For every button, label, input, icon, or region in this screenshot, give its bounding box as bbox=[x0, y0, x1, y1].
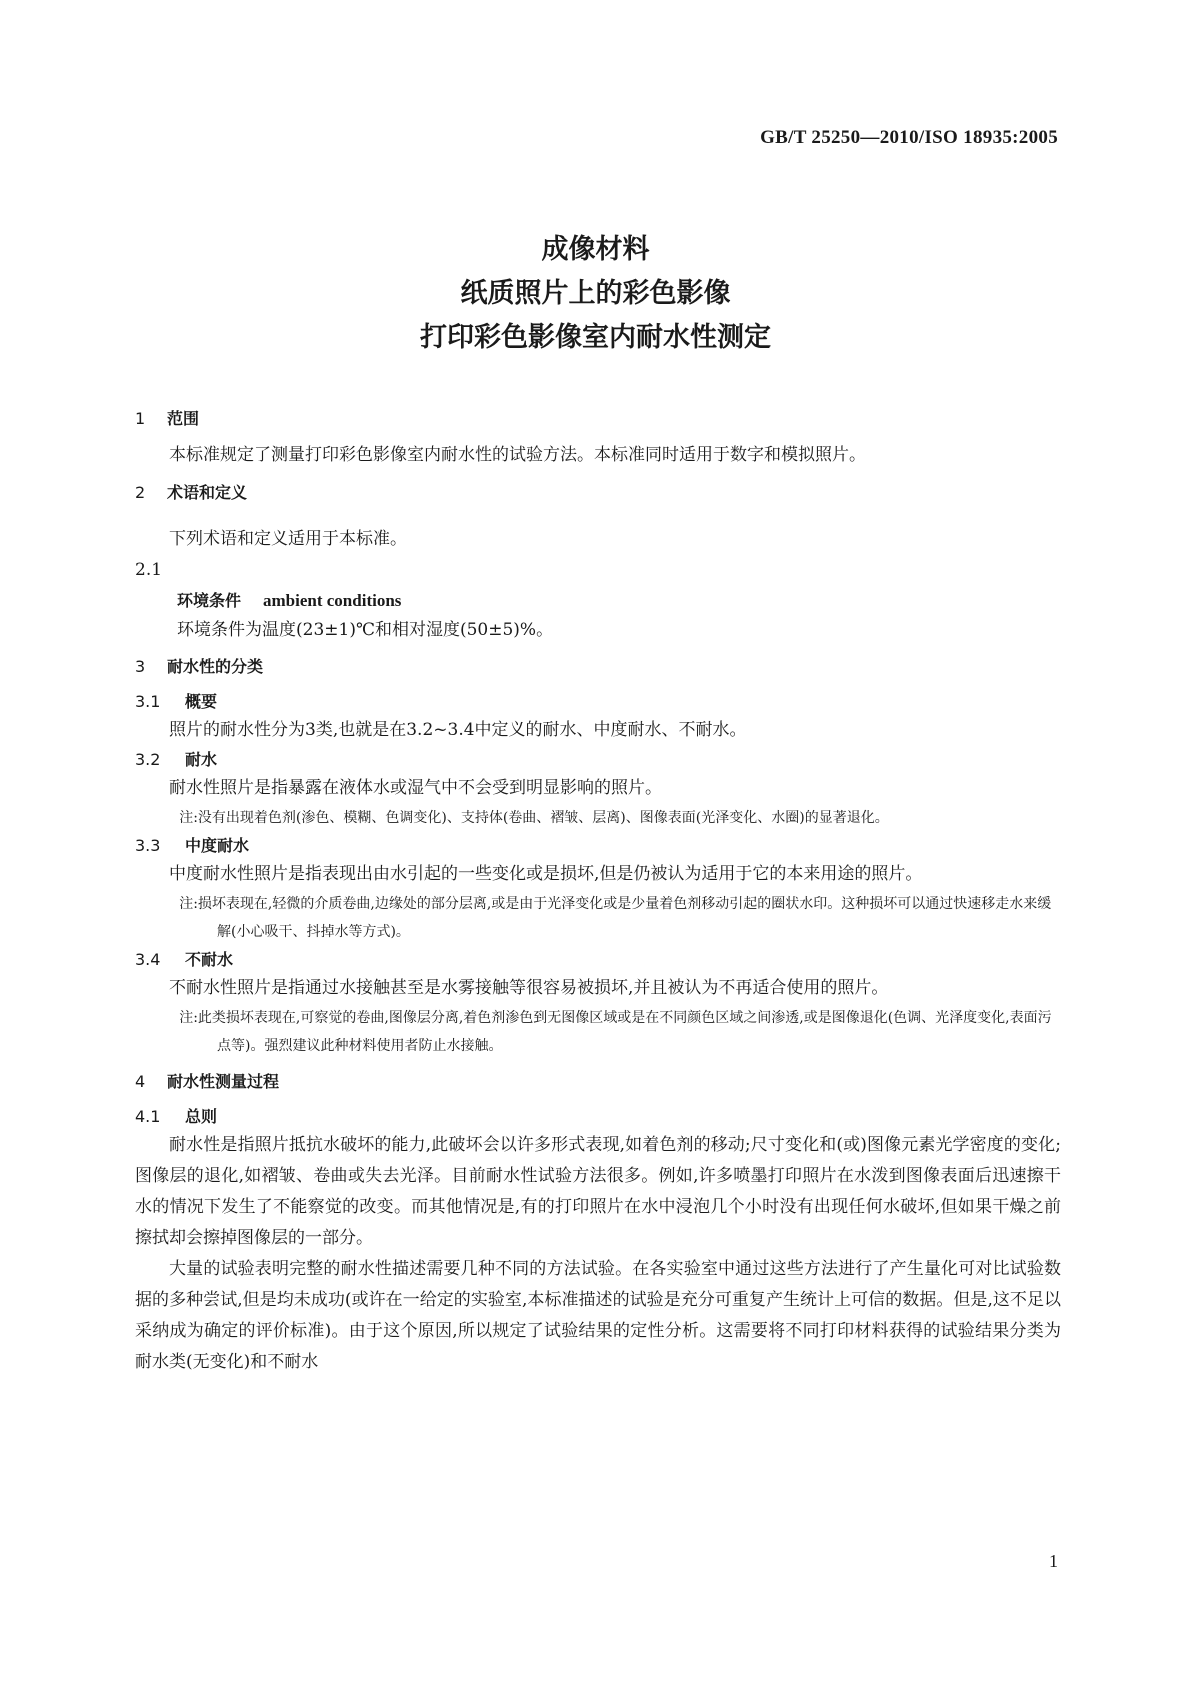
term-chinese: 环境条件 bbox=[177, 591, 242, 610]
subsection-number: 3.2 bbox=[135, 750, 161, 769]
subsection-3-4-paragraph: 不耐水性照片是指通过水接触甚至是水雾接触等很容易被损坏,并且被认为不再适合使用的照片。 bbox=[169, 978, 889, 998]
subsection-2-1-number: 2.1 bbox=[135, 560, 163, 580]
subsection-title: 中度耐水 bbox=[185, 836, 250, 855]
subsection-3-4-heading bbox=[135, 946, 1061, 973]
subsection-3-1-paragraph: 照片的耐水性分为3类,也就是在3.2~3.4中定义的耐水、中度耐水、不耐水。 bbox=[169, 720, 747, 740]
subsection-number: 3.3 bbox=[135, 836, 161, 855]
section-1-paragraph: 本标准规定了测量打印彩色影像室内耐水性的试验方法。本标准同时适用于数字和模拟照片。 bbox=[169, 445, 866, 465]
title-line-3: 打印彩色影像室内耐水性测定 bbox=[420, 322, 771, 353]
section-number: 1 bbox=[135, 409, 146, 428]
title-line-1: 成像材料 bbox=[541, 234, 650, 265]
section-2-heading bbox=[135, 479, 1061, 506]
term-english: ambient conditions bbox=[263, 591, 402, 610]
term-entry bbox=[135, 586, 1061, 616]
section-title: 耐水性测量过程 bbox=[167, 1072, 280, 1091]
note-3-4: 注:此类损坏表现在,可察觉的卷曲,图像层分离,着色剂渗色到无图像区域或是在不同颜色区域之间渗透,或是图像退化(色调、光泽度变化,表面污点等)。强烈建议此种材料使用者防止水接触。 bbox=[179, 1010, 1052, 1054]
note-3-2: 注:没有出现着色剂(渗色、模糊、色调变化)、支持体(卷曲、褶皱、层离)、图像表面(光泽变化、水圈)的显著退化。 bbox=[179, 810, 889, 826]
subsection-3-3-heading bbox=[135, 832, 1061, 859]
standard-code: GB/T 25250—2010/ISO 18935:2005 bbox=[760, 127, 1058, 148]
section-number: 4 bbox=[135, 1072, 146, 1091]
section-title: 术语和定义 bbox=[167, 483, 248, 502]
section-title: 范围 bbox=[167, 409, 200, 428]
subsection-title: 总则 bbox=[185, 1107, 218, 1126]
section-2-paragraph: 下列术语和定义适用于本标准。 bbox=[169, 529, 407, 549]
subsection-number: 3.1 bbox=[135, 692, 161, 711]
section-3-heading bbox=[135, 653, 1061, 680]
subsection-3-2-paragraph: 耐水性照片是指暴露在液体水或湿气中不会受到明显影响的照片。 bbox=[169, 778, 662, 798]
section-title: 耐水性的分类 bbox=[167, 657, 264, 676]
document-body bbox=[135, 405, 1061, 1378]
subsection-4-1-paragraph-1: 耐水性是指照片抵抗水破坏的能力,此破坏会以许多形式表现,如着色剂的移动;尺寸变化和(或)图像元素光学密度的变化;图像层的退化,如褶皱、卷曲或失去光泽。目前耐水性试验方法很多。例如,许多喷墨打印照片在水泼到图像表面后迅速擦干水的情况下发生了不能察觉的改变。而其他情况是,有的打印照片在水中浸泡几个小时没有出现任何水破坏,但如果干燥之前擦拭却会擦掉图像层的一部分。 bbox=[135, 1135, 1061, 1248]
section-1-heading bbox=[135, 405, 1061, 432]
subsection-3-3-paragraph: 中度耐水性照片是指表现出由水引起的一些变化或是损坏,但是仍被认为适用于它的本来用途的照片。 bbox=[169, 864, 923, 884]
subsection-title: 概要 bbox=[185, 692, 218, 711]
section-number: 2 bbox=[135, 483, 146, 502]
term-definition: 环境条件为温度(23±1)℃和相对湿度(50±5)%。 bbox=[177, 620, 554, 640]
subsection-number: 4.1 bbox=[135, 1107, 161, 1126]
section-4-heading bbox=[135, 1068, 1061, 1095]
subsection-3-2-heading bbox=[135, 746, 1061, 773]
title-line-2: 纸质照片上的彩色影像 bbox=[460, 278, 731, 309]
subsection-number: 3.4 bbox=[135, 950, 161, 969]
subsection-3-1-heading bbox=[135, 688, 1061, 715]
subsection-4-1-paragraph-2: 大量的试验表明完整的耐水性描述需要几种不同的方法试验。在各实验室中通过这些方法进行了产生量化可对比试验数据的多种尝试,但是均未成功(或许在一给定的实验室,本标准描述的试验是充分可重复产生统计上可信的数据。但是,这不足以采纳成为确定的评价标准)。由于这个原因,所以规定了试验结果的定性分析。这需要将不同打印材料获得的试验结果分类为耐水类(无变化)和不耐水 bbox=[135, 1259, 1061, 1372]
document-title bbox=[0, 228, 1191, 360]
page-number: 1 bbox=[1049, 1551, 1058, 1571]
subsection-title: 耐水 bbox=[185, 750, 218, 769]
section-number: 3 bbox=[135, 657, 146, 676]
note-3-3: 注:损坏表现在,轻微的介质卷曲,边缘处的部分层离,或是由于光泽变化或是少量着色剂移动引起的圈状水印。这种损坏可以通过快速移走水来缓解(小心吸干、抖掉水等方式)。 bbox=[179, 896, 1052, 940]
subsection-title: 不耐水 bbox=[185, 950, 234, 969]
subsection-4-1-heading bbox=[135, 1103, 1061, 1130]
